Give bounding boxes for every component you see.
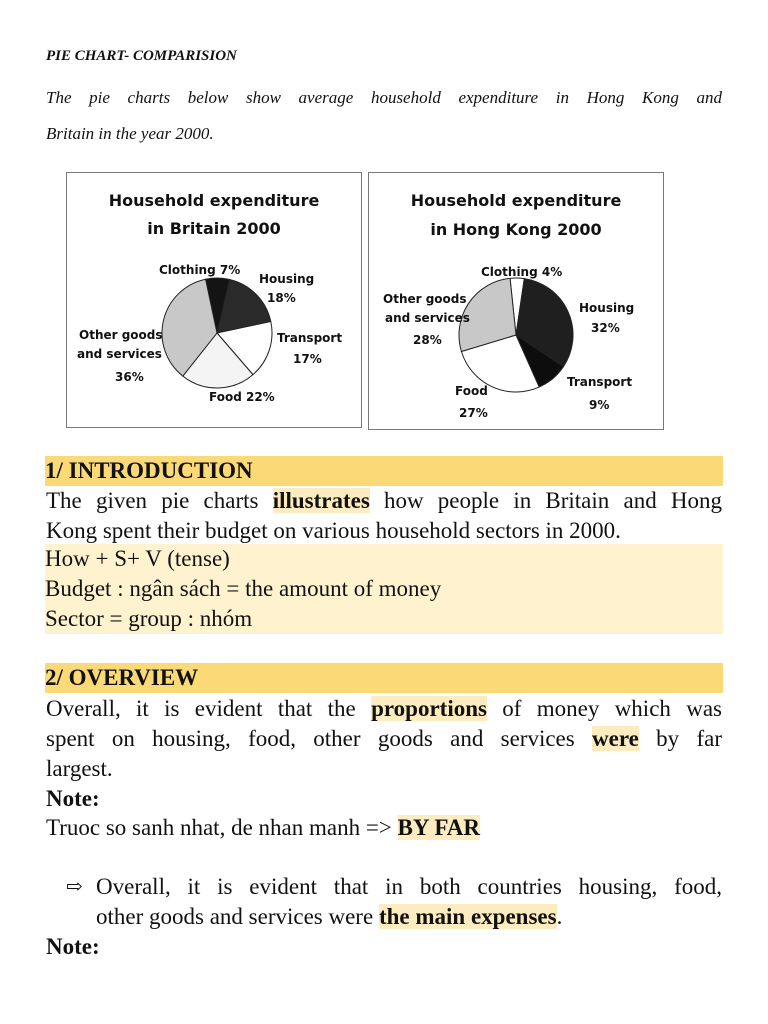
britain-label-other-1: Other goods <box>79 328 163 342</box>
hong-kong-pie-svg <box>369 173 663 429</box>
section-overview-title: 2/ OVERVIEW <box>45 663 723 693</box>
hk-label-food-pct: 27% <box>459 406 488 420</box>
tip-highlight-by-far: BY FAR <box>397 815 480 840</box>
overview-line-1 <box>46 694 722 724</box>
overview-text-3: spent on housing, food, other goods and services <box>46 726 593 751</box>
overview-highlight-proportions: proportions <box>371 696 487 721</box>
britain-chart <box>66 172 362 428</box>
bullet-highlight-main-expenses: the main expenses <box>378 904 557 929</box>
bullet-line-2 <box>96 902 722 932</box>
hk-label-clothing: Clothing 4% <box>481 265 563 279</box>
overview-text-2: of money which was <box>486 696 722 721</box>
britain-chart-title-2: in Britain 2000 <box>147 219 281 238</box>
note-label-2: Note: <box>46 934 100 959</box>
britain-label-clothing: Clothing 7% <box>159 263 241 277</box>
tip-text: Truoc so sanh nhat, de nhan manh => <box>46 815 398 840</box>
introduction-notes <box>45 544 723 634</box>
overview-highlight-were: were <box>592 726 639 751</box>
note-sector: Sector = group : nhóm <box>45 606 253 631</box>
introduction-paragraph-line-2: Kong spent their budget on various household sectors in 2000. <box>46 518 621 543</box>
hk-label-housing: Housing <box>579 301 635 315</box>
bullet-text-2: . <box>556 904 563 929</box>
britain-label-transport: Transport <box>277 331 343 345</box>
overview-text-4: by far <box>638 726 723 751</box>
bullet-text-1: other goods and services were <box>96 904 379 929</box>
hong-kong-chart <box>368 172 664 430</box>
hk-label-other-2: and services <box>385 311 470 325</box>
hk-chart-title-2: in Hong Kong 2000 <box>430 220 602 239</box>
britain-label-other-pct: 36% <box>115 370 144 384</box>
hk-label-food: Food <box>455 384 488 398</box>
hk-label-other-pct: 28% <box>413 333 442 347</box>
bullet-line-1: Overall, it is evident that in both countries housing, food, <box>96 874 722 899</box>
heading: PIE CHART- COMPARISION <box>46 48 237 64</box>
hk-label-transport-pct: 9% <box>589 398 610 412</box>
note-how-structure: How + S+ V (tense) <box>45 546 230 571</box>
note-budget: Budget : ngân sách = the amount of money <box>45 576 442 601</box>
britain-label-transport-pct: 17% <box>293 352 322 366</box>
britain-label-housing-pct: 18% <box>267 291 296 305</box>
hk-chart-title-1: Household expenditure <box>410 191 622 210</box>
section-introduction-title: 1/ INTRODUCTION <box>45 456 723 486</box>
arrow-bullet-icon: ⇨ <box>66 876 83 898</box>
britain-label-other-2: and services <box>77 347 162 361</box>
hk-label-other-1: Other goods <box>383 292 467 306</box>
hk-label-housing-pct: 32% <box>591 321 620 335</box>
by-far-tip <box>46 813 480 843</box>
britain-label-housing: Housing <box>259 272 315 286</box>
introduction-paragraph-line-1 <box>46 486 722 516</box>
intro-text-1: The given pie charts <box>46 488 273 513</box>
note-label: Note: <box>46 786 100 811</box>
overview-text-1: Overall, it is evident that the <box>46 696 372 721</box>
britain-slices <box>162 278 272 388</box>
hk-slices <box>459 278 573 392</box>
hk-label-transport: Transport <box>567 375 633 389</box>
britain-chart-title-1: Household expenditure <box>108 191 320 210</box>
intro-highlight-illustrates: illustrates <box>272 488 370 513</box>
overview-line-2 <box>46 724 722 754</box>
intro-text-2: how people in Britain and Hong <box>369 488 723 513</box>
britain-pie-svg <box>67 173 361 427</box>
intro-line-2: Britain in the year 2000. <box>46 124 214 143</box>
overview-line-3: largest. <box>46 756 113 781</box>
britain-label-food: Food 22% <box>209 390 275 404</box>
intro-line-1: The pie charts below show average household expenditure in Hong Kong and <box>46 88 722 107</box>
intro-paragraph <box>46 80 722 152</box>
